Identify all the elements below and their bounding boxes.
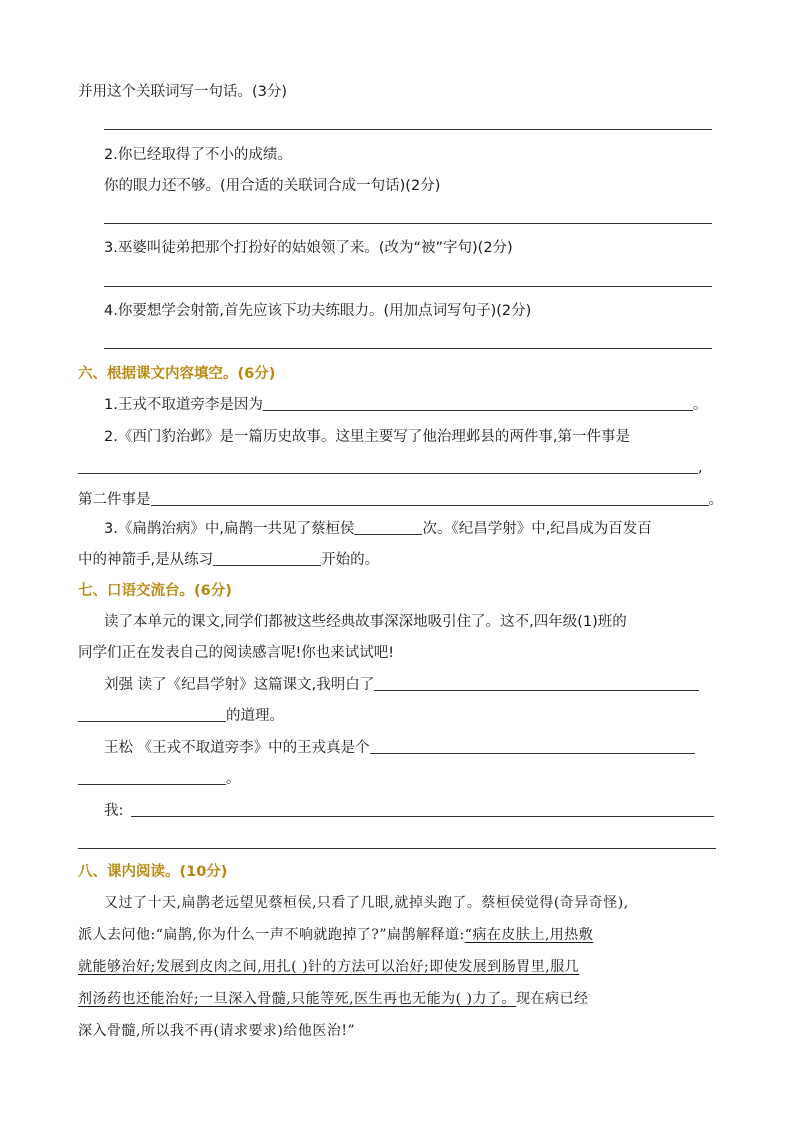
s6-q3b: 次。《纪昌学射》中,纪昌成为百发百 [422, 521, 652, 537]
q3-question: 3.巫婆叫徒弟把那个打扮好的姑娘领了来。(改为“被”字句)(2分) [104, 240, 513, 256]
q1-instruction-tail: 并用这个关联词写一句话。(3分) [78, 84, 288, 100]
s6-q2-blank-2[interactable] [151, 490, 709, 506]
s6-q3-line2 [78, 550, 379, 570]
s6-q3c: 中的神箭手,是从练习 [78, 552, 214, 568]
s6-q1 [104, 395, 707, 415]
s6-q3-blank-1[interactable] [354, 519, 422, 535]
s6-q2b [78, 490, 723, 510]
s8-p2a: 派人去问他:“扁鹊,你为什么一声不响就跑掉了?”扁鹊解释道: [78, 927, 465, 943]
s8-p2b: “病在皮肤上,用热敷 [464, 927, 594, 943]
s8-para-line-2 [78, 925, 593, 945]
s6-q2-blank-1[interactable] [78, 458, 698, 474]
s6-q2: 2.《西门豹治邺》是一篇历史故事。这里主要写了他治理邺县的两件事,第一件事是 [104, 429, 630, 445]
s8-para-line-4 [78, 989, 589, 1009]
s7-wang [104, 738, 695, 758]
s6-q3a: 3.《扁鹊治病》中,扁鹊一共见了蔡桓侯 [104, 521, 355, 537]
answer-line-q3[interactable] [104, 286, 712, 287]
s8-para-line-1: 又过了十天,扁鹊老远望见蔡桓侯,只看了几眼,就掉头跑了。蔡桓侯觉得(奇异奇怪), [104, 895, 629, 911]
s7-me-blank-1[interactable] [131, 801, 714, 817]
section7-heading: 七、口语交流台。(6分) [78, 583, 232, 599]
s7-wang-blank-2[interactable] [78, 769, 226, 785]
answer-line-q2[interactable] [104, 223, 712, 224]
s6-q3d: 开始的。 [321, 552, 380, 568]
answer-line-q4[interactable] [104, 348, 712, 349]
s8-p4b: 现在病已经 [516, 991, 589, 1007]
answer-line-q1[interactable] [104, 129, 712, 130]
s7-wang-blank-1[interactable] [370, 738, 695, 754]
s8-para-line-3: 就能够治好;发展到皮肉之间,用扎( )针的方法可以治好;即使发展到肠胃里,服几 [78, 959, 580, 975]
s7-wang-text: 王松 《王戎不取道旁李》中的王戎真是个 [104, 740, 370, 756]
s7-wang-end: 。 [226, 771, 241, 787]
s6-q2-end: , [698, 460, 703, 476]
section6-heading: 六、根据课文内容填空。(6分) [78, 366, 276, 382]
q4-question: 4.你要想学会射箭,首先应该下功夫练眼力。(用加点词写句子)(2分) [104, 303, 532, 319]
q2-sentence-1: 2.你已经取得了不小的成绩。 [104, 147, 292, 163]
s6-q3-line1 [104, 519, 652, 539]
s7-liu-blank-2[interactable] [78, 706, 226, 722]
s6-q2b-end: 。 [708, 492, 723, 508]
s7-me [104, 801, 714, 821]
s6-q1-blank[interactable] [263, 395, 693, 411]
s6-q1-end: 。 [692, 397, 708, 413]
s7-liu-text: 刘强 读了《纪昌学射》这篇课文,我明白了 [104, 677, 375, 693]
s6-q2b-text: 第二件事是 [78, 492, 151, 508]
s7-wang-cont [78, 769, 241, 789]
s7-liu [104, 675, 699, 695]
section8-heading: 八、课内阅读。(10分) [78, 864, 228, 880]
s7-intro-1: 读了本单元的课文,同学们都被这些经典故事深深地吸引住了。这不,四年级(1)班的 [104, 614, 627, 630]
s6-q1-text: 1.王戎不取道旁李是因为 [104, 397, 263, 413]
s7-me-blank-2[interactable] [78, 848, 716, 849]
s6-q3-blank-2[interactable] [213, 550, 321, 566]
s7-liu-blank-1[interactable] [374, 675, 699, 691]
s8-para-line-5: 深入骨髓,所以我不再(请求要求)给他医治!” [78, 1023, 356, 1039]
s8-p4: 剂汤药也还能治好;一旦深入骨髓,只能等死,医生再也无能为( )力了。 [78, 991, 516, 1007]
s7-liu-cont [78, 706, 284, 726]
s7-intro-2: 同学们正在发表自己的阅读感言呢!你也来试试吧! [78, 645, 395, 661]
s6-q2-line [78, 458, 703, 478]
s7-liu-end: 的道理。 [226, 708, 284, 724]
s7-me-label: 我: [104, 803, 124, 819]
q2-sentence-2: 你的眼力还不够。(用合适的关联词合成一句话)(2分) [104, 178, 441, 194]
